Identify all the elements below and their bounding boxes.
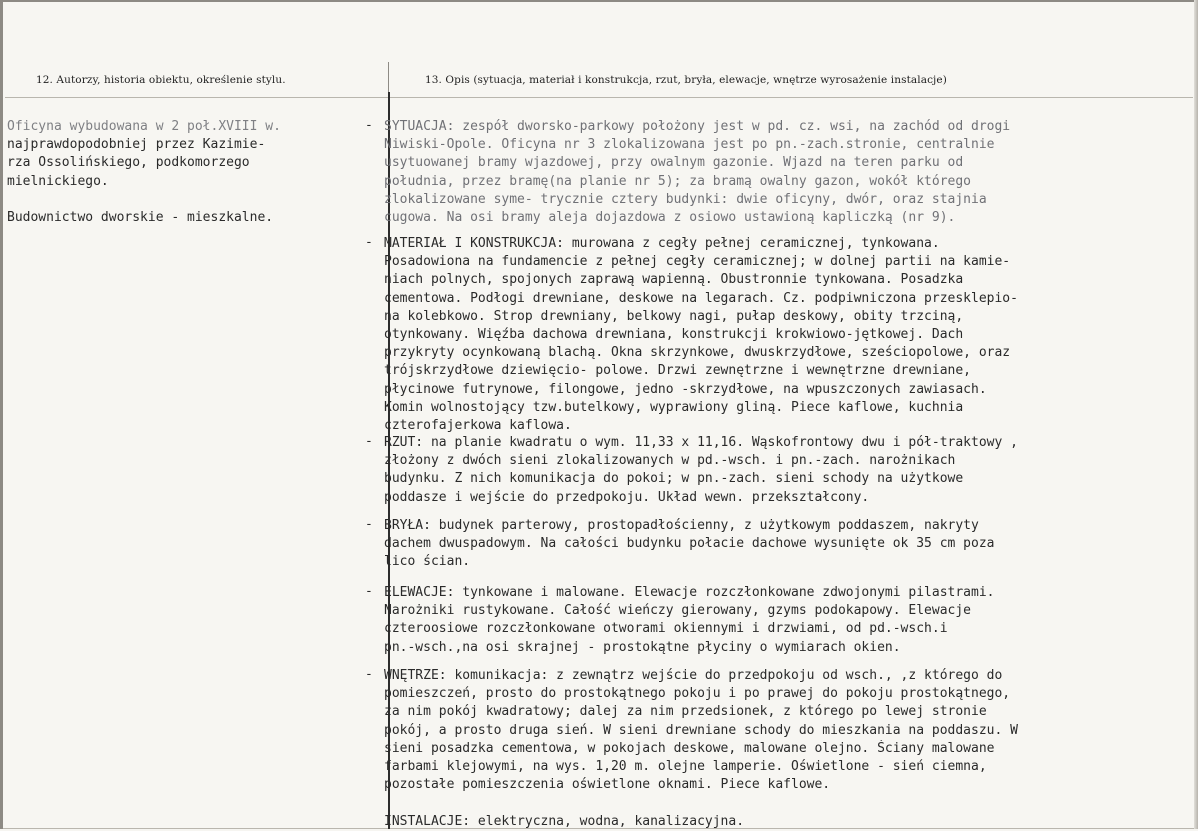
section-line: za nim pokój kwadratowy; dalej za nim przedsionek, z którego po lewej stronie <box>384 704 987 720</box>
section-line: farbami klejowymi, na wys. 1,20 m. olejne lamperie. Oświetlone - sień ciemna, <box>384 759 987 775</box>
section-line: Posadowiona na fundamencie z pełnej cegły ceramicznej; w dolnej partii na kamie- <box>384 254 1011 270</box>
section-line: cementowa. Podłogi drewniane, deskowe na legarach. Cz. podpiwniczona przesklepio- <box>384 290 1018 306</box>
section-line: niach polnych, spojonych zaprawą wapienną. Obustronnie tynkowana. Posadzka <box>384 272 964 288</box>
section-dash: - <box>365 235 373 250</box>
style-classification: Budownictwo dworskie - mieszkalne. <box>7 210 274 225</box>
section-line: SYTUACJA: zespół dworsko-parkowy położony jest w pd. cz. wsi, na zachód od drogi <box>384 119 1011 134</box>
section-line: na kolebkowo. Strop drewniany, belkowy nagi, pułap deskowy, obity trzciną, <box>384 308 964 324</box>
left-spacer <box>7 191 281 209</box>
section-dash: - <box>365 434 373 449</box>
section-line: czterofajerkowa kaflowa. <box>384 418 572 434</box>
section-line: trójskrzydłowe dziewięcio- polowe. Drzwi zewnętrzne i wewnętrzne drewniane, <box>384 363 971 379</box>
section-line: dachem dwuspadowym. Na całości budynku połacie dachowe wysunięte ok 35 cm poza <box>384 536 995 552</box>
section-dash: - <box>365 667 373 682</box>
section-wnetrze <box>384 667 1192 831</box>
section-elewacje <box>384 584 1192 657</box>
section-sytuacja <box>384 118 1192 227</box>
section-dash: - <box>365 584 373 599</box>
section-line: cugowa. Na osi bramy aleja dojazdowa z osiowo ustawioną kapliczką (nr 9). <box>384 210 956 226</box>
section-line: budynku. Z nich komunikacja do pokoi; w pn.-zach. sieni schody na użytkowe <box>384 471 964 487</box>
header-divider <box>5 97 1193 98</box>
section-line: BRYŁA: budynek parterowy, prostopadłościenny, z użytkowym poddaszem, nakryty <box>384 518 979 533</box>
section-line: Niwiski-Opole. Oficyna nr 3 zlokalizowana jest po pn.-zach.stronie, centralnie <box>384 137 995 153</box>
section-line-instalacje: INSTALACJE: elektryczna, wodna, kanalizacyjna. <box>384 813 745 829</box>
section-line: sieni posadzka cementowa, w pokojach deskowe, malowane olejno. Ściany malowane <box>384 740 995 756</box>
section-line: poddasze i wejście do przedpokoju. Układ wewn. przekształcony. <box>384 489 870 505</box>
section-line: usytuowanej bramy wjazdowej, przy owalnym gazonie. Wjazd na teren parku od <box>384 155 964 171</box>
section-dash: - <box>365 517 373 532</box>
section-line: WNĘTRZE: komunikacja: z zewnątrz wejście do przedpokoju od wsch., ,z którego do <box>384 668 1003 683</box>
section-line: lico ścian. <box>384 554 471 570</box>
section-line: pomieszczeń, prosto do prostokątnego pokoju i po prawej do pokoju prostokątnego, <box>384 686 1011 702</box>
header-description: 13. Opis (sytuacja, materiał i konstrukcja, rzut, bryła, elewacje, wnętrze wyrosażenie instalacje) <box>425 74 947 86</box>
left-line: rza Ossolińskiego, podkomorzego <box>7 155 250 171</box>
section-line: Komin wolnostojący tzw.butelkowy, wyprawiony gliną. Piece kaflowe, kuchnia <box>384 399 964 415</box>
section-line: ELEWACJE: tynkowane i malowane. Elewacje rozczłonkowane zdwojonymi pilastrami. <box>384 585 995 600</box>
section-line: czteroosiowe rozczłonkowane otworami okiennymi i drzwiami, od pd.-wsch.i <box>384 621 948 637</box>
section-line: pn.-wsch.,na osi skrajnej - prostokątne płyciny o wymiarach okien. <box>384 639 901 655</box>
sheet-right-edge <box>1194 0 1198 829</box>
left-column-text <box>7 118 281 227</box>
left-line: Oficyna wybudowana w 2 poł.XVIII w. <box>7 119 281 134</box>
section-line: pozostałe pomieszczenia oświetlone oknami. Piece kaflowe. <box>384 777 831 793</box>
left-line: najprawdopodobniej przez Kazimie- <box>7 137 266 153</box>
column-divider-top <box>388 62 389 92</box>
section-line: południa, przez bramę(na planie nr 5); za bramą owalny gazon, wokół którego <box>384 173 971 189</box>
section-bryla <box>384 517 1192 572</box>
left-line: mielnickiego. <box>7 173 109 189</box>
section-rzut <box>384 434 1192 507</box>
section-line: płycinowe futrynowe, filongowe, jedno -skrzydłowe, na wpuszczonych zawiasach. <box>384 381 987 397</box>
section-line: zlokalizowane syme- trycznie cztery budynki: dwie oficyny, dwór, oraz stajnia <box>384 191 987 207</box>
section-material-konstrukcja <box>384 235 1192 435</box>
section-line: złożony z dwóch sieni zlokalizowanych w pd.-wsch. i pn.-zach. narożnikach <box>384 453 956 469</box>
section-line: RZUT: na planie kwadratu o wym. 11,33 x 11,16. Wąskofrontowy dwu i pół-traktowy , <box>384 435 1018 450</box>
section-line: otynkowany. Więźba dachowa drewniana, konstrukcji krokwiowo-jętkowej. Dach <box>384 327 964 343</box>
header-authors-history-style: 12. Autorzy, historia obiektu, określenie stylu. <box>36 74 286 86</box>
section-line: MATERIAŁ I KONSTRUKCJA: murowana z cegły pełnej ceramicznej, tynkowana. <box>384 236 940 251</box>
section-line: Narożniki rustykowane. Całość wieńczy gierowany, gzyms podokapowy. Elewacje <box>384 603 971 619</box>
section-line: przykryty ocynkowaną blachą. Okna skrzynkowe, dwuskrzydłowe, sześciopolowe, oraz <box>384 345 1011 361</box>
section-line: pokój, a prosto druga sień. W sieni drewniane schody do mieszkania na poddaszu. W <box>384 722 1018 738</box>
section-line <box>384 794 1192 812</box>
section-dash: - <box>365 118 373 133</box>
